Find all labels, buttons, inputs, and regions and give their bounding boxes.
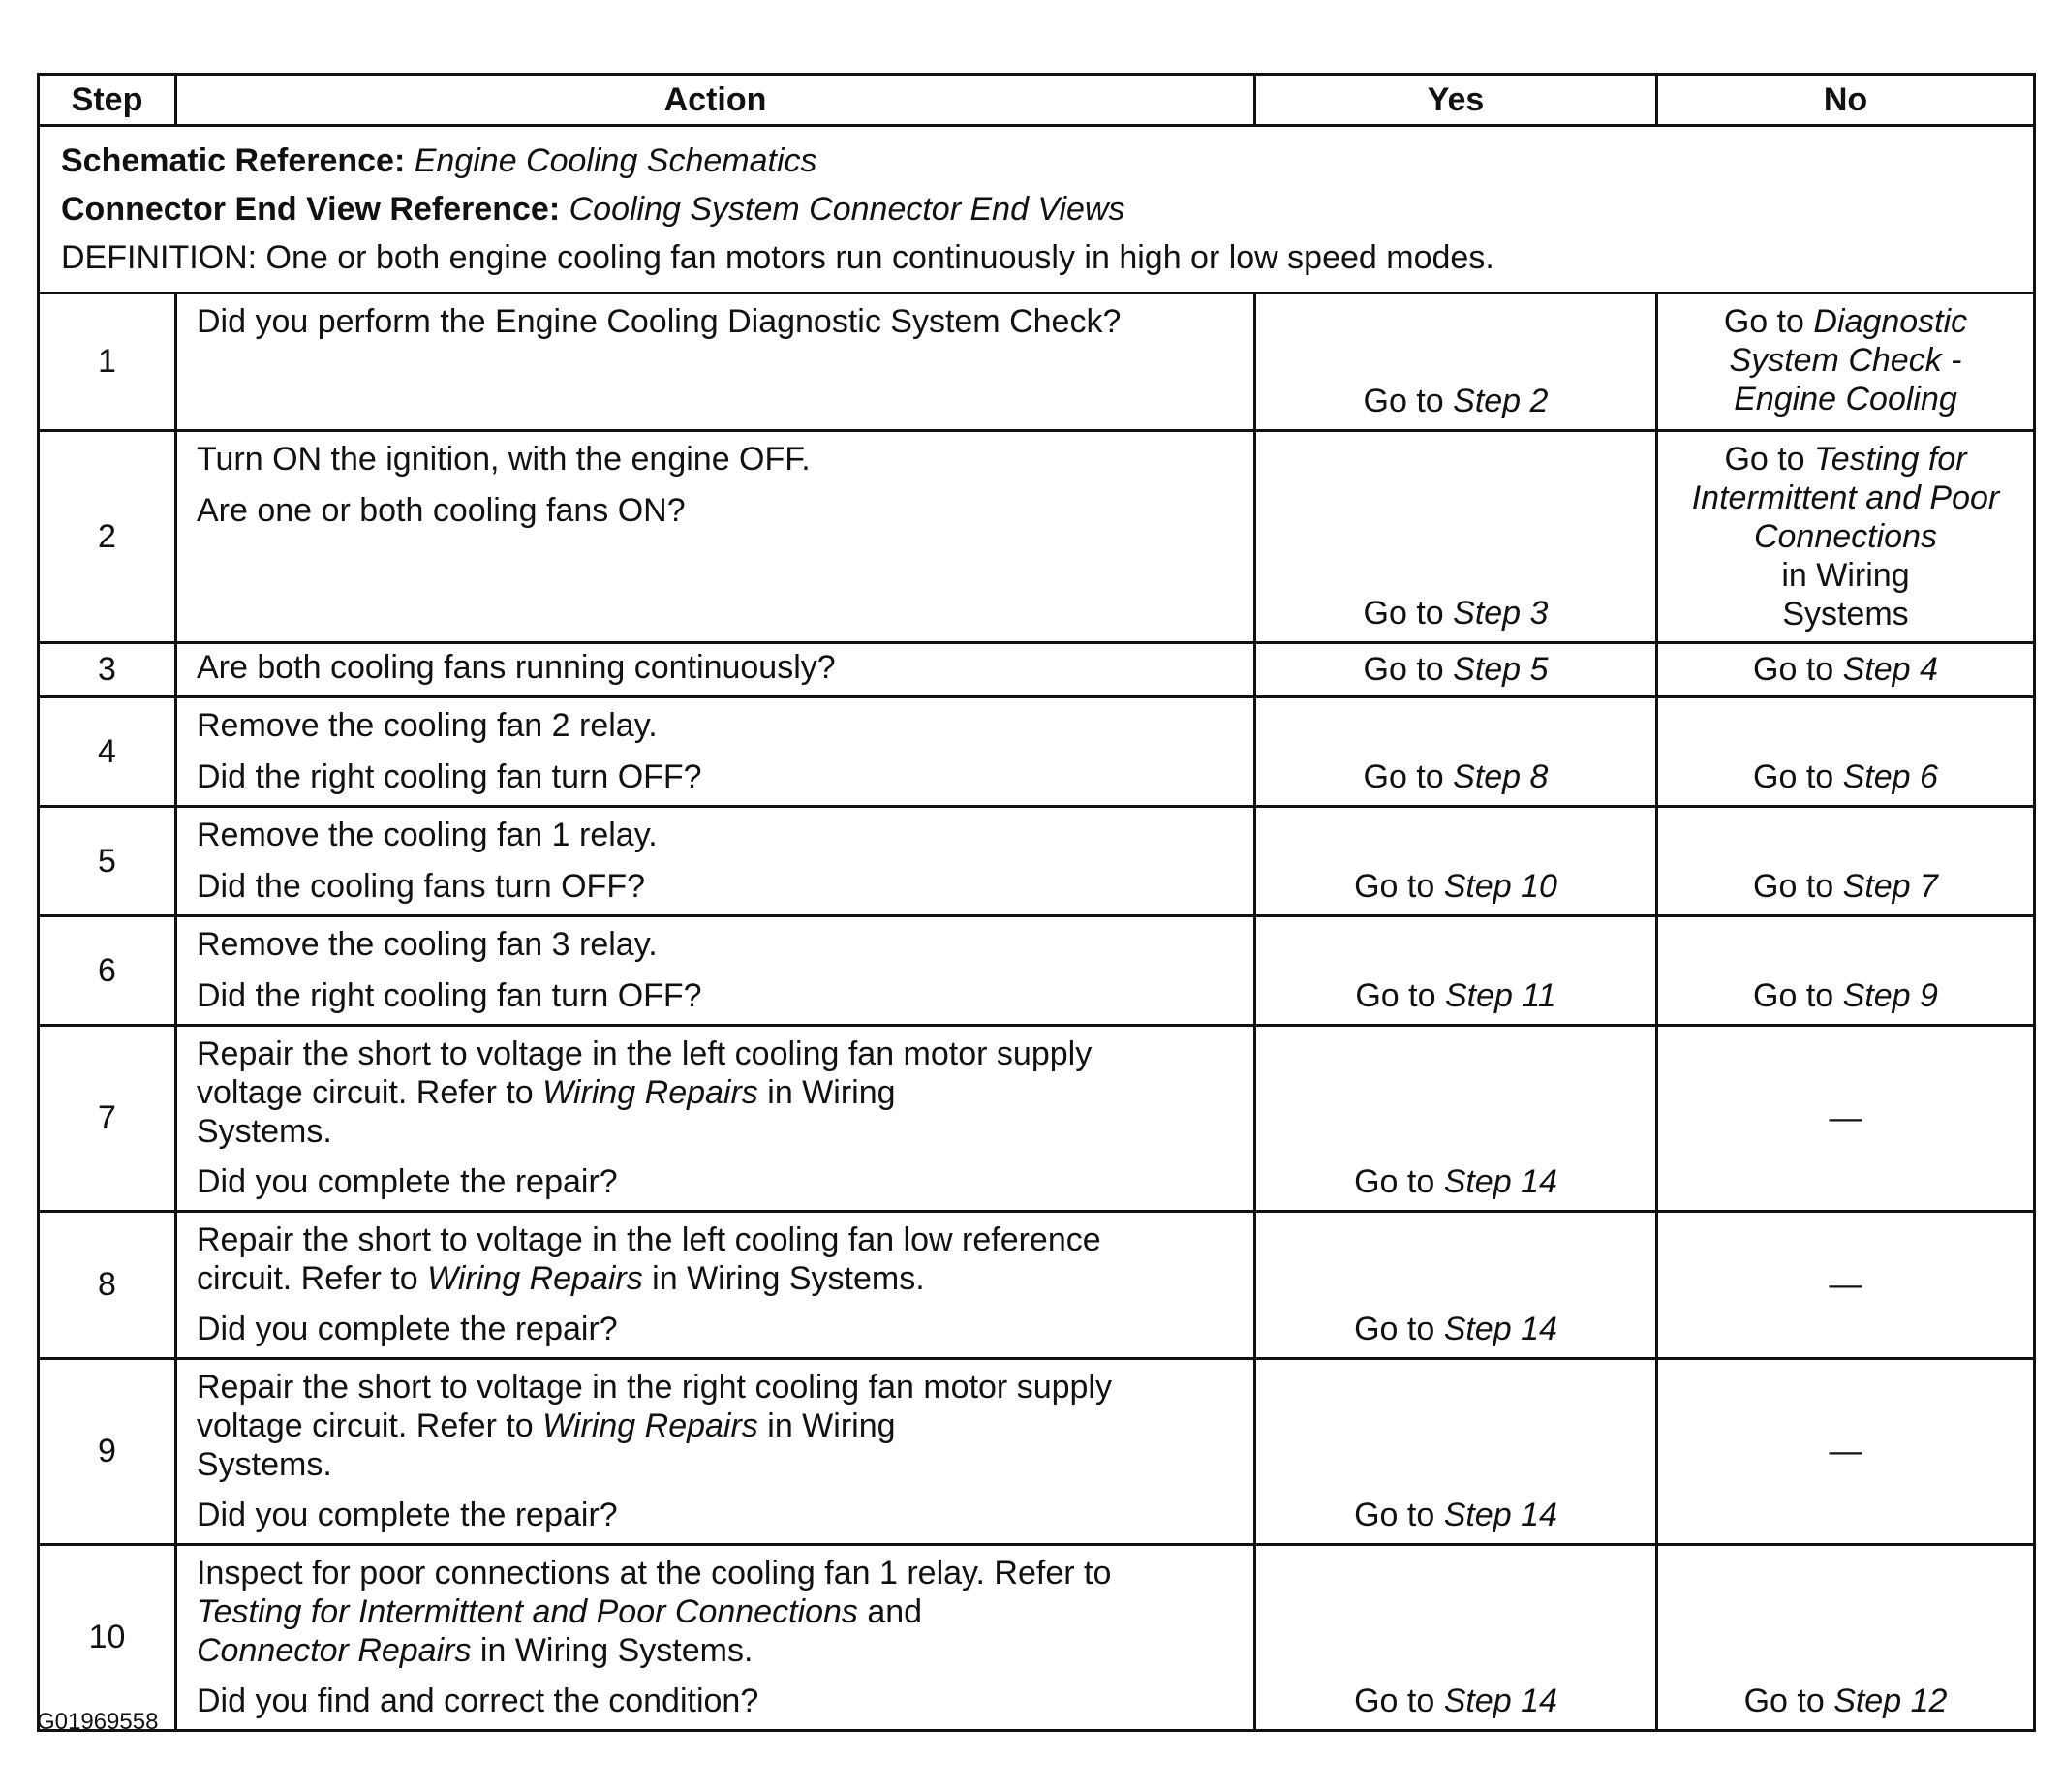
no-line xyxy=(1668,380,2023,418)
action-instruction: Remove the cooling fan 1 relay. xyxy=(197,817,658,853)
action-line xyxy=(197,1631,1234,1670)
yes-prefix: Go to xyxy=(1354,1163,1444,1200)
no-cell xyxy=(1657,916,2035,1026)
yes-step-link[interactable]: Step 10 xyxy=(1443,868,1557,905)
action-text: in Wiring xyxy=(757,1407,896,1444)
schematic-reference xyxy=(61,137,2014,185)
action-cell xyxy=(176,431,1255,643)
figure-id: G01969558 xyxy=(37,1709,159,1735)
action-instruction xyxy=(197,1368,1234,1484)
no-link-part[interactable]: Engine Cooling xyxy=(1734,381,1957,417)
header-yes: Yes xyxy=(1255,75,1657,126)
action-question: Did you complete the repair? xyxy=(197,1163,618,1200)
yes-cell xyxy=(1255,294,1657,431)
no-prefix: Go to xyxy=(1753,758,1843,795)
yes-cell xyxy=(1255,1212,1657,1359)
yes-prefix: Go to xyxy=(1354,868,1444,905)
action-text: and xyxy=(857,1593,923,1630)
yes-cell xyxy=(1255,643,1657,697)
no-line xyxy=(1668,440,2023,479)
no-step-link[interactable]: Step 4 xyxy=(1842,651,1938,688)
yes-step-link[interactable]: Step 8 xyxy=(1453,758,1549,795)
action-line xyxy=(197,1073,1234,1112)
table-row xyxy=(39,1212,2035,1359)
action-instruction xyxy=(197,1554,1234,1670)
no-cell xyxy=(1657,431,2035,643)
action-text: in Wiring Systems. xyxy=(642,1260,925,1297)
step-number: 3 xyxy=(39,643,176,697)
no-cell xyxy=(1657,643,2035,697)
action-line: Systems. xyxy=(197,1113,332,1150)
action-line: Repair the short to voltage in the left cooling fan motor supply xyxy=(197,1035,1093,1072)
action-line xyxy=(197,1406,1234,1445)
table-row xyxy=(39,916,2035,1026)
yes-step-link[interactable]: Step 14 xyxy=(1443,1683,1557,1719)
yes-prefix: Go to xyxy=(1354,1311,1444,1347)
action-line xyxy=(197,1592,1234,1631)
no-cell xyxy=(1657,1359,2035,1545)
step-number: 4 xyxy=(39,697,176,807)
no-line xyxy=(1668,479,2023,517)
action-question: Did you complete the repair? xyxy=(197,1311,618,1347)
action-question: Did the right cooling fan turn OFF? xyxy=(197,758,702,795)
no-cell xyxy=(1657,1545,2035,1731)
table-row xyxy=(39,643,2035,697)
no-dash: — xyxy=(1829,1433,1862,1469)
step-number: 2 xyxy=(39,431,176,643)
step-number: 8 xyxy=(39,1212,176,1359)
yes-step-link[interactable]: Step 11 xyxy=(1444,977,1556,1014)
yes-prefix: Go to xyxy=(1354,1683,1444,1719)
connector-repairs-link[interactable]: Connector Repairs xyxy=(197,1632,472,1669)
no-step-link[interactable]: Step 7 xyxy=(1842,868,1938,905)
action-text: in Wiring xyxy=(757,1074,896,1111)
yes-cell xyxy=(1255,1359,1657,1545)
action-instruction: Remove the cooling fan 3 relay. xyxy=(197,926,658,963)
no-prefix: Go to xyxy=(1753,977,1843,1014)
no-cell xyxy=(1657,807,2035,916)
no-step-link[interactable]: Step 6 xyxy=(1842,758,1938,795)
wiring-repairs-link[interactable]: Wiring Repairs xyxy=(427,1260,643,1297)
no-line xyxy=(1668,302,2023,341)
action-question: Did you find and correct the condition? xyxy=(197,1683,759,1719)
definition-text: DEFINITION: One or both engine cooling fan motors run continuously in high or low speed modes. xyxy=(61,239,1494,276)
no-line: in Wiring xyxy=(1781,557,1910,594)
yes-cell xyxy=(1255,1026,1657,1212)
action-text: voltage circuit. Refer to xyxy=(197,1074,543,1111)
no-dash: — xyxy=(1829,1099,1862,1136)
no-step-link[interactable]: Step 12 xyxy=(1833,1683,1948,1719)
action-text: circuit. Refer to xyxy=(197,1260,428,1297)
wiring-repairs-link[interactable]: Wiring Repairs xyxy=(542,1407,758,1444)
no-prefix: Go to xyxy=(1753,651,1843,688)
no-prefix: Go to xyxy=(1743,1683,1834,1719)
action-question: Did you complete the repair? xyxy=(197,1497,618,1533)
yes-prefix: Go to xyxy=(1363,651,1454,688)
header-action: Action xyxy=(176,75,1255,126)
table-row xyxy=(39,697,2035,807)
yes-cell xyxy=(1255,1545,1657,1731)
yes-prefix: Go to xyxy=(1363,758,1454,795)
connector-reference xyxy=(61,185,2014,233)
no-link-part[interactable]: System Check - xyxy=(1729,342,1962,379)
no-prefix: Go to xyxy=(1723,303,1814,340)
action-line: Repair the short to voltage in the right cooling fan motor supply xyxy=(197,1369,1112,1406)
table-header-row xyxy=(39,75,2035,126)
yes-cell xyxy=(1255,807,1657,916)
action-text: voltage circuit. Refer to xyxy=(197,1407,543,1444)
yes-prefix: Go to xyxy=(1354,1497,1444,1533)
yes-step-link[interactable]: Step 5 xyxy=(1453,651,1549,688)
yes-prefix: Go to xyxy=(1363,595,1454,632)
action-question: Did the right cooling fan turn OFF? xyxy=(197,977,702,1014)
step-number: 9 xyxy=(39,1359,176,1545)
table-row xyxy=(39,1359,2035,1545)
no-cell xyxy=(1657,697,2035,807)
schematic-label: Schematic Reference: xyxy=(61,142,406,179)
action-line: Inspect for poor connections at the cooling fan 1 relay. Refer to xyxy=(197,1555,1112,1591)
connector-link[interactable]: Cooling System Connector End Views xyxy=(569,191,1125,228)
table-row xyxy=(39,1026,2035,1212)
wiring-repairs-link[interactable]: Wiring Repairs xyxy=(542,1074,758,1111)
no-link-part[interactable]: Testing for xyxy=(1814,441,1967,478)
step-number: 10 xyxy=(39,1545,176,1731)
action-line xyxy=(197,1259,1234,1298)
action-line: Repair the short to voltage in the left cooling fan low reference xyxy=(197,1221,1101,1258)
action-cell xyxy=(176,1359,1255,1545)
action-instruction xyxy=(197,1220,1234,1298)
action-cell xyxy=(176,294,1255,431)
action-cell xyxy=(176,1212,1255,1359)
info-row xyxy=(39,126,2035,294)
action-cell xyxy=(176,697,1255,807)
action-question: Are both cooling fans running continuously? xyxy=(197,649,836,686)
table-row xyxy=(39,807,2035,916)
action-cell xyxy=(176,1545,1255,1731)
header-step: Step xyxy=(39,75,176,126)
action-line: Systems. xyxy=(197,1446,332,1483)
yes-step-link[interactable]: Step 14 xyxy=(1443,1163,1557,1200)
action-cell xyxy=(176,916,1255,1026)
yes-cell xyxy=(1255,431,1657,643)
step-number: 7 xyxy=(39,1026,176,1212)
table-row xyxy=(39,294,2035,431)
table-row xyxy=(39,431,2035,643)
no-cell xyxy=(1657,1212,2035,1359)
no-cell xyxy=(1657,1026,2035,1212)
yes-cell xyxy=(1255,916,1657,1026)
action-question: Did the cooling fans turn OFF? xyxy=(197,868,646,905)
no-cell xyxy=(1657,294,2035,431)
yes-prefix: Go to xyxy=(1355,977,1445,1014)
action-question: Are one or both cooling fans ON? xyxy=(197,492,686,529)
schematic-link[interactable]: Engine Cooling Schematics xyxy=(414,142,817,179)
step-number: 1 xyxy=(39,294,176,431)
no-link-part[interactable]: Connections xyxy=(1753,518,1937,555)
yes-cell xyxy=(1255,697,1657,807)
step-number: 5 xyxy=(39,807,176,916)
action-text: in Wiring Systems. xyxy=(471,1632,754,1669)
yes-step-link[interactable]: Step 14 xyxy=(1443,1311,1557,1347)
no-line xyxy=(1668,517,2023,556)
action-instruction xyxy=(197,1035,1234,1151)
no-prefix: Go to xyxy=(1724,441,1815,478)
table-row xyxy=(39,1545,2035,1731)
testing-intermittent-link[interactable]: Testing for Intermittent and Poor Connections xyxy=(197,1593,858,1630)
action-cell xyxy=(176,1026,1255,1212)
no-line: Systems xyxy=(1782,596,1909,633)
yes-step-link[interactable]: Step 14 xyxy=(1443,1497,1557,1533)
info-cell xyxy=(39,126,2035,294)
no-line xyxy=(1668,341,2023,380)
header-no: No xyxy=(1657,75,2035,126)
no-dash: — xyxy=(1829,1266,1862,1303)
action-instruction: Remove the cooling fan 2 relay. xyxy=(197,707,658,744)
yes-step-link[interactable]: Step 3 xyxy=(1453,595,1549,632)
action-question: Did you perform the Engine Cooling Diagnostic System Check? xyxy=(197,303,1122,340)
action-instruction: Turn ON the ignition, with the engine OFF. xyxy=(197,441,811,478)
connector-label: Connector End View Reference: xyxy=(61,191,561,228)
yes-step-link[interactable]: Step 2 xyxy=(1453,383,1549,419)
no-step-link[interactable]: Step 9 xyxy=(1842,977,1938,1014)
action-cell xyxy=(176,807,1255,916)
no-link-part[interactable]: Diagnostic xyxy=(1813,303,1968,340)
action-cell xyxy=(176,643,1255,697)
no-prefix: Go to xyxy=(1753,868,1843,905)
no-link-part[interactable]: Intermittent and Poor xyxy=(1691,479,2000,516)
diagnostic-table xyxy=(37,73,2036,1732)
step-number: 6 xyxy=(39,916,176,1026)
yes-prefix: Go to xyxy=(1363,383,1454,419)
